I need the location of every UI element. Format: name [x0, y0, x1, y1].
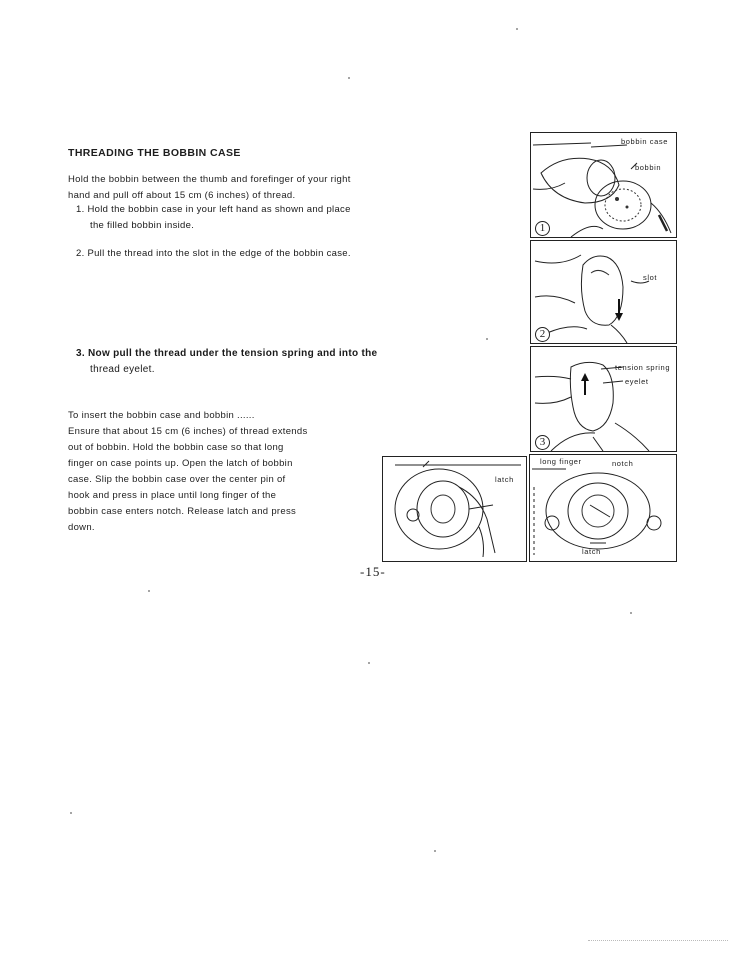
intro-paragraph: [68, 172, 403, 204]
insert-title: To insert the bobbin case and bobbin ......: [68, 410, 255, 421]
figure-number-1: 1: [535, 221, 550, 236]
label-long-finger: long finger: [540, 457, 582, 466]
label-tension-spring: tension spring: [615, 363, 671, 372]
label-eyelet: eyelet: [625, 377, 649, 386]
intro-line-1: Hold the bobbin between the thumb and forefinger of your right: [68, 174, 351, 185]
scan-speck: [348, 77, 350, 79]
figure-3-tension-spring: [530, 346, 677, 452]
scan-speck: [486, 338, 488, 340]
label-notch: notch: [612, 459, 634, 468]
label-latch-bottom: latch: [582, 547, 601, 556]
step-2-line-1: 2. Pull the thread into the slot in the edge of the bobbin case.: [76, 248, 351, 259]
intro-line-2: hand and pull off about 15 cm (6 inches) of thread.: [68, 190, 296, 201]
scan-speck: [148, 590, 150, 592]
label-latch: latch: [495, 475, 514, 484]
figure-5-illustration: [530, 455, 676, 561]
insert-line: case. Slip the bobbin case over the center pin of: [68, 474, 286, 485]
page-number: -15-: [360, 564, 386, 579]
step-1: [76, 202, 401, 234]
scan-speck: [630, 612, 632, 614]
figure-4-open-latch: [382, 456, 527, 562]
insert-line: down.: [68, 522, 95, 533]
figure-number-3: 3: [535, 435, 550, 450]
figure-number-2: 2: [535, 327, 550, 342]
step-3-line-2: thread eyelet.: [90, 364, 155, 375]
step-3-line-1: 3. Now pull the thread under the tension spring and into the: [76, 348, 378, 359]
scan-speck: [434, 850, 436, 852]
label-bobbin: bobbin: [635, 163, 662, 172]
insert-line: finger on case points up. Open the latch of bobbin: [68, 458, 293, 469]
scan-speck: [368, 662, 370, 664]
insert-line: Ensure that about 15 cm (6 inches) of thread extends: [68, 426, 308, 437]
step-1-line-1: 1. Hold the bobbin case in your left hand as shown and place: [76, 204, 351, 215]
section-heading: THREADING THE BOBBIN CASE: [68, 147, 241, 159]
label-slot: slot: [643, 273, 658, 282]
step-2: [76, 246, 406, 262]
figure-1-illustration: [531, 133, 676, 237]
figure-2-thread-in-slot: [530, 240, 677, 344]
insert-line: out of bobbin. Hold the bobbin case so that long: [68, 442, 284, 453]
figure-1-bobbin-in-case: [530, 132, 677, 238]
step-1-line-2: the filled bobbin inside.: [90, 220, 195, 231]
scan-speck: [516, 28, 518, 30]
figure-4-illustration: [383, 457, 526, 561]
insert-line: hook and press in place until long finger of the: [68, 490, 277, 501]
figure-5-case-in-hook: [529, 454, 677, 562]
insert-instructions: [68, 408, 340, 536]
figure-2-illustration: [531, 241, 676, 343]
insert-line: bobbin case enters notch. Release latch and press: [68, 506, 297, 517]
label-bobbin-case: bobbin case: [621, 137, 669, 146]
scan-edge-line: [588, 940, 728, 941]
step-3: [76, 346, 406, 378]
scan-speck: [70, 812, 72, 814]
